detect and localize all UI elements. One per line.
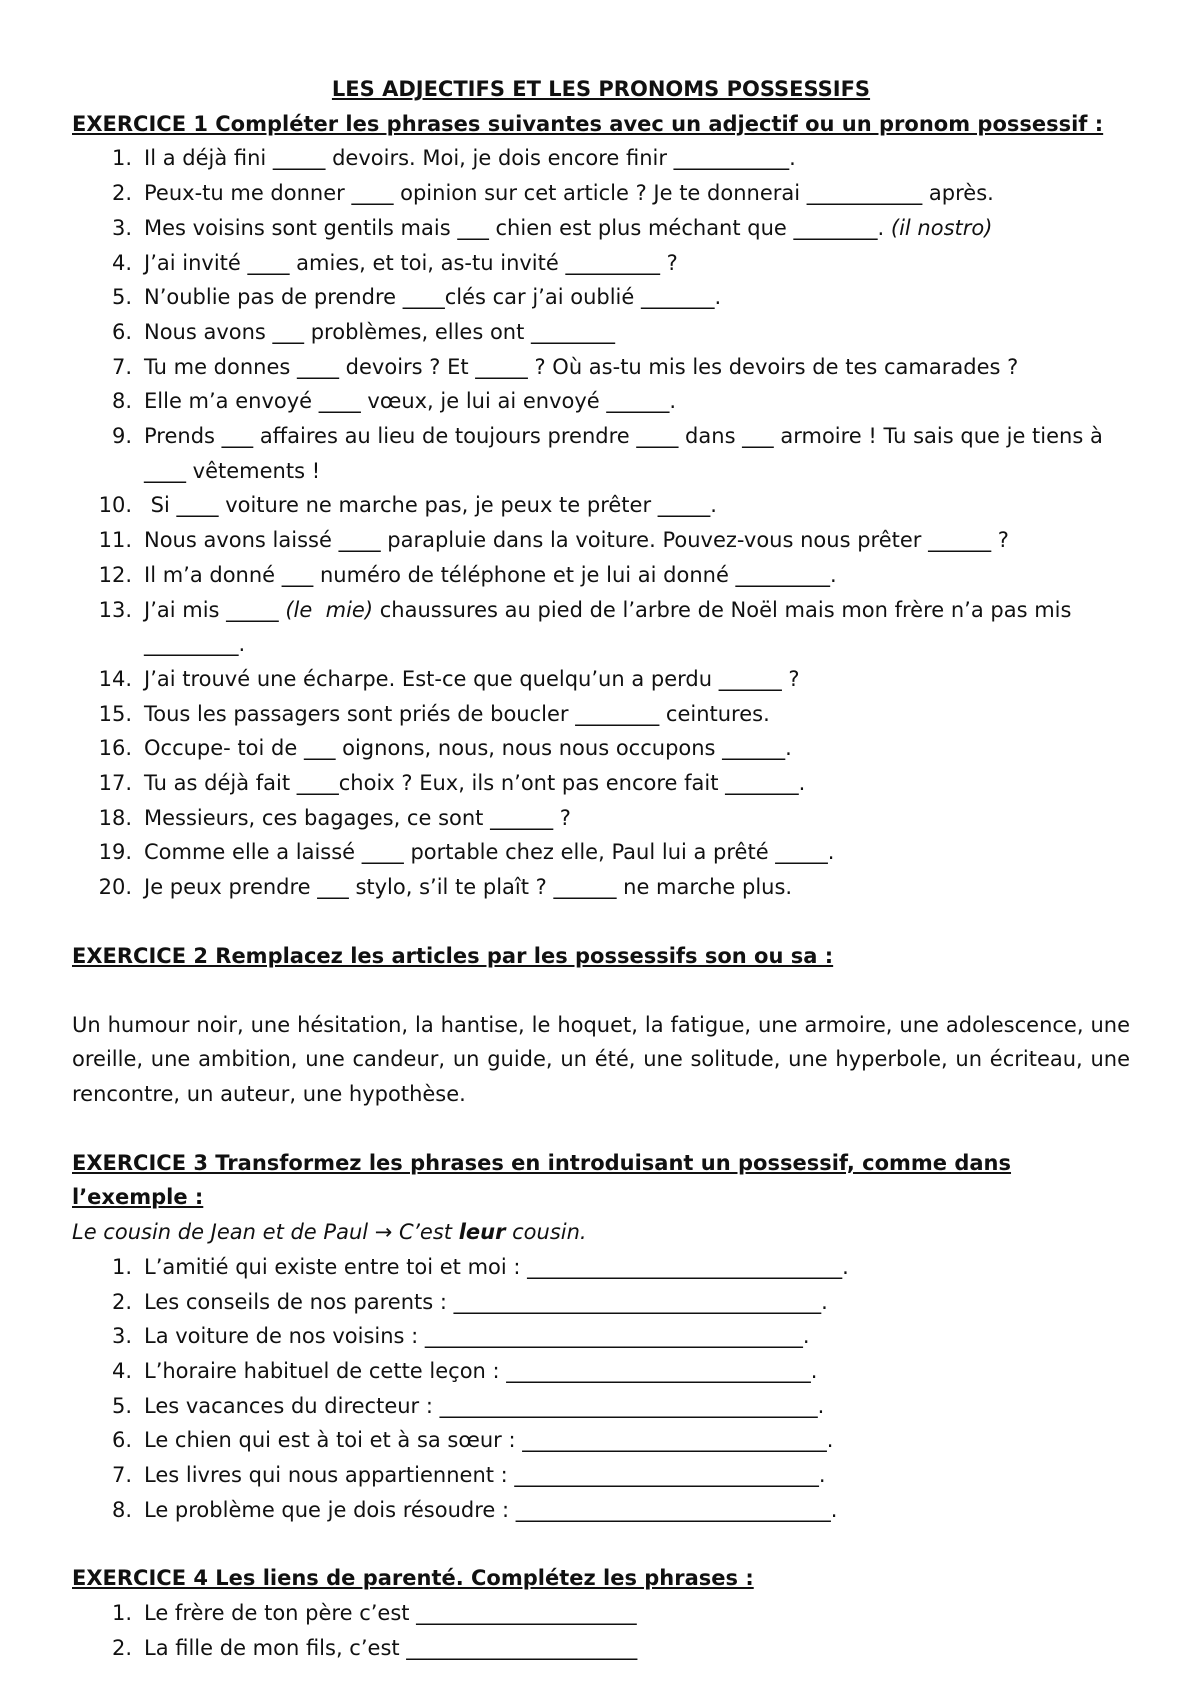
- exercise-3-list: [72, 1250, 1130, 1528]
- list-item: 3. Mes voisins sont gentils mais ___ chien est plus méchant que ________. (il nostro): [111, 215, 993, 240]
- list-item: 19. Comme elle a laissé ____ portable chez elle, Paul lui a prêté _____.: [98, 840, 835, 865]
- list-item: 12. Il m’a donné ___ numéro de téléphone et je lui ai donné _________.: [98, 562, 837, 587]
- list-item: 7. Tu me donnes ____ devoirs ? Et _____ ? Où as-tu mis les devoirs de tes camarades ?: [111, 354, 1019, 379]
- list-item: 5. Les vacances du directeur : ____________________________________.: [111, 1393, 825, 1418]
- list-item: 20. Je peux prendre ___ stylo, s’il te plaît ? ______ ne marche plus.: [98, 875, 793, 900]
- list-item: 5. N’oublie pas de prendre ____clés car j’ai oublié _______.: [111, 285, 722, 310]
- list-item: 10. Si ____ voiture ne marche pas, je peux te prêter _____.: [98, 493, 717, 518]
- list-item: 6. Le chien qui est à toi et à sa sœur : _____________________________.: [111, 1428, 834, 1453]
- exercise-3-heading: EXERCICE 3 Transformez les phrases en introduisant un possessif, comme dans l’exemple :: [72, 1150, 1012, 1210]
- spacer: [72, 1527, 1130, 1561]
- exercise-1-list: [72, 141, 1130, 904]
- spacer: [72, 974, 1130, 1008]
- spacer: [72, 905, 1130, 939]
- list-item: 1. Il a déjà fini _____ devoirs. Moi, je dois encore finir ___________.: [111, 146, 796, 171]
- list-item: 4. L’horaire habituel de cette leçon : _____________________________.: [111, 1358, 818, 1383]
- list-item: 17. Tu as déjà fait ____choix ? Eux, ils n’ont pas encore fait _______.: [98, 771, 806, 796]
- list-item: 4. J’ai invité ____ amies, et toi, as-tu invité _________ ?: [111, 250, 678, 275]
- list-item: 6. Nous avons ___ problèmes, elles ont ________: [111, 319, 616, 344]
- list-item: 2. Les conseils de nos parents : ___________________________________.: [111, 1289, 828, 1314]
- list-item: 14. J’ai trouvé une écharpe. Est-ce que quelqu’un a perdu ______ ?: [98, 666, 800, 691]
- hint-text: (le mie): [285, 597, 374, 622]
- list-item: 1. Le frère de ton père c’est _____________________: [111, 1601, 637, 1626]
- list-item: 2. La fille de mon fils, c’est ______________________: [111, 1635, 638, 1660]
- spacer: [72, 1112, 1130, 1146]
- list-item: 16. Occupe- toi de ___ oignons, nous, nous nous occupons ______.: [98, 736, 792, 761]
- list-item: 2. Peux-tu me donner ____ opinion sur cet article ? Je te donnerai ___________ après.: [111, 181, 994, 206]
- exercise-1-heading: EXERCICE 1 Compléter les phrases suivantes avec un adjectif ou un pronom possessif :: [72, 111, 1104, 136]
- list-item: 9. Prends ___ affaires au lieu de toujours prendre ____ dans ___ armoire ! Tu sais que je tiens à ____ vêtements !: [111, 424, 1103, 483]
- list-item: 11. Nous avons laissé ____ parapluie dans la voiture. Pouvez-vous nous prêter ______ ?: [98, 528, 1009, 553]
- hint-text: (il nostro): [890, 215, 993, 240]
- list-item: 8. Le problème que je dois résoudre : ______________________________.: [111, 1497, 838, 1522]
- list-item: 8. Elle m’a envoyé ____ vœux, je lui ai envoyé ______.: [111, 389, 677, 414]
- exercise-3-example: Le cousin de Jean et de Paul → C’est leur cousin.: [72, 1220, 587, 1245]
- exercise-2-paragraph: Un humour noir, une hésitation, la hantise, le hoquet, la fatigue, une armoire, une adolescence, une oreille, une ambition, une candeur, un guide, un été, une solitude, une hyperbole, un écriteau, une rencontre, un auteur, une hypothèse.: [72, 1012, 1130, 1106]
- list-item: 7. Les livres qui nous appartiennent : _____________________________.: [111, 1463, 826, 1488]
- exercise-4-heading: EXERCICE 4 Les liens de parenté. Complétez les phrases :: [72, 1566, 754, 1591]
- list-item: 3. La voiture de nos voisins : ____________________________________.: [111, 1324, 810, 1349]
- list-item: 13. J’ai mis _____ (le mie) chaussures au pied de l’arbre de Noël mais mon frère n’a pas mis _________.: [98, 597, 1072, 657]
- exercise-2-heading: EXERCICE 2 Remplacez les articles par les possessifs son ou sa :: [72, 943, 834, 968]
- list-item: 1. L’amitié qui existe entre toi et moi : ______________________________.: [111, 1254, 849, 1279]
- list-item: 15. Tous les passagers sont priés de boucler ________ ceintures.: [98, 701, 770, 726]
- exercise-4-list: [72, 1596, 1130, 1665]
- page-title: LES ADJECTIFS ET LES PRONOMS POSSESSIFS: [331, 77, 871, 101]
- list-item: 18. Messieurs, ces bagages, ce sont ______ ?: [98, 805, 571, 830]
